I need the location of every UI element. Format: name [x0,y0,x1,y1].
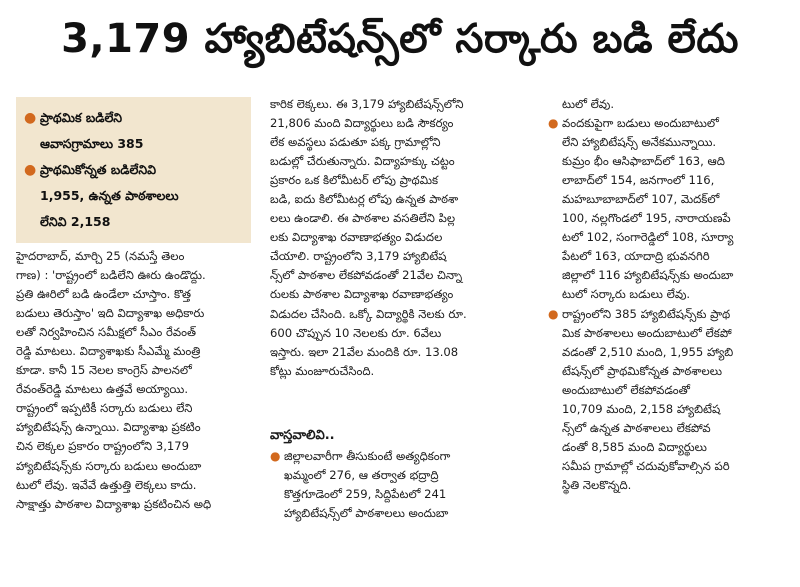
text-line: కొత్తగూడెంలో 259, సిద్దిపేటలో 241 [284,487,447,502]
text-line: రేవంత్‌రెడ్డి మాటలు ఉత్తవే అయ్యాయి. [16,382,189,397]
text-line: లేక అవస్థలు పడుతూ పక్క గ్రామాల్లోని [270,135,441,150]
headline: 3,179 హ్యాబిటేషన్స్‌లో సర్కారు బడి లేదు [61,16,739,62]
text-line: హ్యాబిటేషన్స్‌కు సర్కారు బడులు అందుబా [16,458,202,473]
fact-bullet [548,114,788,304]
text-line: లతో నిర్వహించిన సమీక్షలో సీఎం రేవంత్ [16,325,197,340]
text-line: కారిక లెక్కలు. ఈ 3,179 హ్యాబిటేషన్స్‌లోని [270,97,464,111]
text-line: డంతో 8,585 మంది విద్యార్థులు [562,439,707,454]
highlight-line: ఆవాసగ్రామాలు 385 [40,136,144,151]
text-line: న్స్‌లో పాఠశాల లేకపోవడంతో 21వేల చిన్నా [270,268,463,283]
text-line: ప్రకారం ఒక కిలోమీటర్ లోపు ప్రాథమిక [270,173,439,188]
text-line: విడుదల చేసింది. ఒక్కో విద్యార్థికి నెలకు రూ. [270,306,467,321]
text-line: హైదరాబాద్, మార్చి 25 (నమస్తే తెలం [16,249,185,263]
text-line: రాష్ట్రంలోని 385 హ్యాబిటేషన్స్‌కు ప్రాథ [562,306,731,321]
bullet-icon: ● [548,116,559,131]
text-line: 21,806 మంది విద్యార్థులు బడి సౌకర్యం [270,116,454,131]
text-line: హ్యాబిటేషన్స్‌లో పాఠశాలలు అందుబా [284,506,449,521]
text-line: కుమ్రం భీం ఆసిఫాబాద్‌లో 163, ఆది [562,154,725,169]
text-line: కూడా. కానీ 15 నెలల కాంగ్రెస్ పాలనలో [16,363,192,378]
text-line: న్స్‌లో ఉన్నత పాఠశాలలు లేకపోవ [562,420,711,435]
text-line: స్థితి నెలకొన్నది. [562,477,632,492]
highlight-point [22,157,245,235]
text-line: బడి, ఐదు కిలోమీటర్ల లోపు ఉన్నత పాఠశా [270,192,459,207]
text-line: లాబాద్‌లో 154, జనగాంలో 116, [562,173,715,188]
article-column-3 [548,95,788,495]
text-line: ప్రతి ఊరిలో బడి ఉండేలా చూస్తాం. కొత్త [16,287,192,302]
text-line: రెడ్డి మాటలు. విద్యాశాఖకు సీఎమ్మే మంత్రి [16,344,201,359]
highlight-line: లేనివి 2,158 [40,214,111,229]
bullet-icon: ● [548,306,559,321]
text-line: బడుల్లో చేరుతున్నారు. విద్యాహక్కు చట్టం [270,154,455,169]
text-line: సమీప గ్రామాల్లో చదువుకోవాల్సిన పరి [562,458,730,473]
text-line: రాష్ట్రంలో ఇప్పటికీ సర్కారు బడులు లేని [16,401,193,416]
text-line: టులో లేవు. ఇవేవే ఉత్తుత్తి లెక్కలు కాదు. [16,477,197,492]
text-line: 10,709 మంది, 2,158 హ్యాబిటేష [562,401,721,416]
text-line: పేటలో 163, యాదాద్రి భువనగిరి [562,249,710,264]
highlight-line: ప్రాథమికోన్నత బడిలేనివి [40,162,156,177]
text-line: టులో సర్కారు బడులు లేవు. [562,287,691,302]
text-line: చిన లెక్కల ప్రకారం రాష్ట్రంలోని 3,179 [16,439,190,454]
text-line: వడంతో 2,510 మంది, 1,955 హ్యాబి [562,344,734,359]
text-line: ఇస్తారు. ఇలా 21వేల మందికి రూ. 13.08 [270,344,459,359]
text-line: లలు ఉండాలి. ఈ పాఠశాల వసతిలేని పిల్ల [270,211,456,226]
highlight-box [16,97,251,243]
bullet-icon: ● [24,162,37,178]
text-line: ఖమ్మంలో 276, ఆ తర్వాత భద్రాద్రి [284,468,439,483]
text-line: 100, నల్లగొండలో 195, నారాయణపే [562,211,731,226]
fact-bullet [548,305,788,495]
text-line: సాక్షాత్తు పాఠశాల విద్యాశాఖ ప్రకటించిన అధి [16,496,212,511]
section-subheading: వాస్తవాలివి.. [270,428,335,443]
text-line: వందకుపైగా బడులు అందుబాటులో [562,116,719,131]
article-column-2 [270,95,540,381]
bullet-icon: ● [24,110,37,126]
highlight-line: ప్రాథమిక బడిలేని [40,110,123,125]
article-column-1 [16,247,256,514]
text-line: హ్యాబిటేషన్స్ ఉన్నాయి. విద్యాశాఖ ప్రకటిం [16,420,201,435]
text-line: లకు విద్యాశాఖ రవాణాభత్యం విడుదల [270,230,443,245]
text-line: రులకు పాఠశాల విద్యాశాఖ రవాణాభత్యం [270,287,454,302]
fact-bullet [270,447,540,523]
bullet-icon: ● [270,449,281,463]
facts-section [270,425,540,523]
text-line: టలో 102, సంగారెడ్డిలో 108, సూర్యా [562,230,734,245]
text-line: గాణ) : 'రాష్ట్రంలో బడిలేని ఊరు ఉండొద్దు. [16,268,206,283]
text-line: జిల్లాలో 116 హ్యాబిటేషన్స్‌కు అందుబా [562,268,734,283]
text-line: కోట్లు మంజూరుచేసింది. [270,363,375,378]
text-line: బడులు తెరుస్తాం' ఇది విద్యాశాఖ అధికారు [16,306,205,321]
text-line: టేషన్స్‌లో ప్రాథమికోన్నత పాఠశాలలు [562,363,722,378]
text-line: 600 చొప్పున 10 నెలలకు రూ. 6వేలు [270,325,442,340]
text-line: జిల్లాలవారీగా తీసుకుంటే అత్యధికంగా [284,449,451,463]
text-line: అందుబాటులో లేకపోవడంతో [562,382,690,397]
text-line: మిక పాఠశాలలు అందుబాటులో లేకపో [562,325,732,340]
text-line: మహబూబాబాద్‌లో 107, మెదక్‌లో [562,192,720,207]
text-line: లేని హ్యాబిటేషన్స్ అనేకమున్నాయి. [562,135,717,150]
highlight-point [22,105,245,157]
highlight-line: 1,955, ఉన్నత పాఠశాలలు [40,188,179,203]
text-line: టులో లేవు. [562,97,615,111]
text-line: చేయాలి. రాష్ట్రంలోని 3,179 హ్యాబిటేష [270,249,447,264]
